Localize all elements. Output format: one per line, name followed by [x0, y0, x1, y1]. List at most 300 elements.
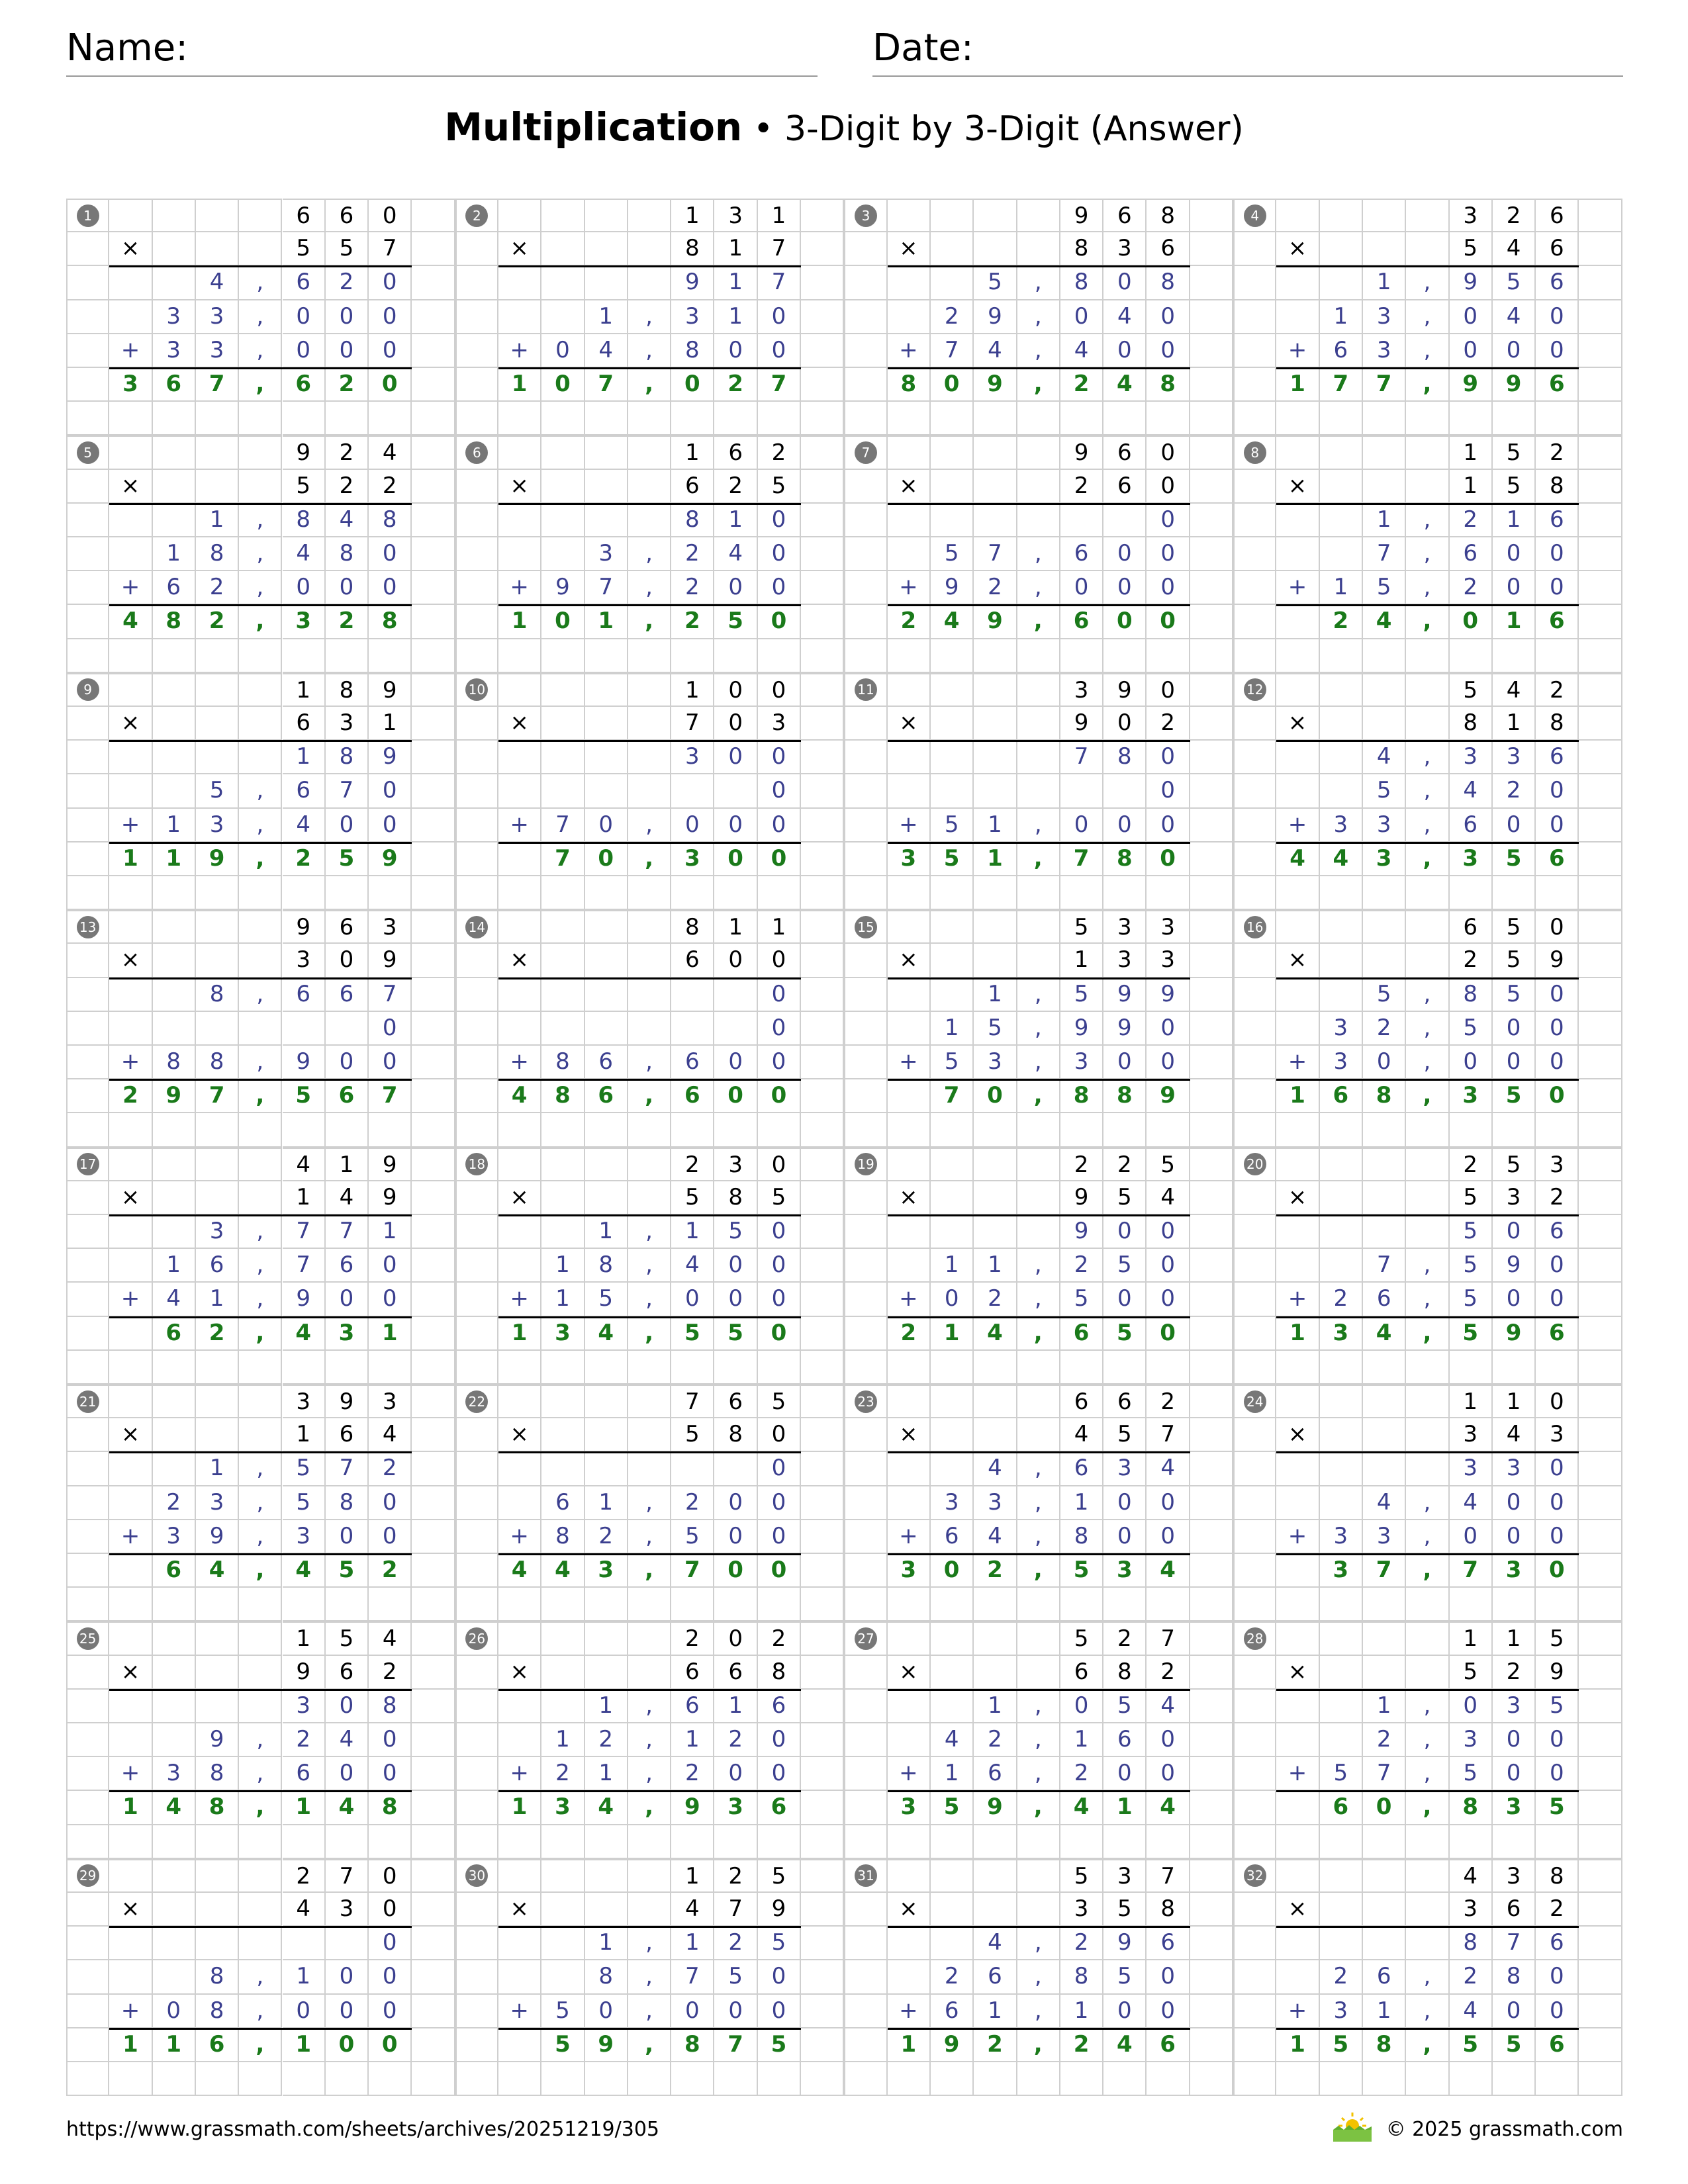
grid-cell: [239, 1351, 282, 1385]
partial-2-digit: 0: [758, 1249, 801, 1283]
multiplier-digit: 9: [1060, 707, 1103, 741]
answer-digit: 7: [1363, 368, 1406, 402]
grid-cell: [628, 1656, 671, 1690]
multiplier-digit: 6: [1536, 232, 1579, 266]
grid-cell: [109, 266, 152, 300]
grid-cell: [1190, 435, 1233, 469]
partial-3-digit: 0: [1147, 1520, 1190, 1554]
partial-2-digit: 0: [283, 300, 326, 334]
grid-cell: [239, 639, 282, 673]
multiplier-digit: 6: [326, 1656, 369, 1690]
times-sign: ×: [498, 1181, 541, 1215]
problem-1: [66, 199, 455, 435]
multiplier-digit: 4: [671, 1893, 714, 1927]
plus-sign: +: [1276, 1283, 1319, 1316]
problem-number-badge: 17: [77, 1153, 99, 1175]
partial-2-digit: ,: [1017, 537, 1060, 571]
grid-cell: [66, 504, 109, 537]
grid-cell: [66, 2028, 109, 2062]
grid-cell: [888, 1351, 931, 1385]
partial-3-digit: 8: [153, 1046, 196, 1079]
partial-1-digit: 1: [1363, 1690, 1406, 1723]
partial-1-digit: 6: [283, 266, 326, 300]
answer-digit: 1: [369, 1317, 412, 1351]
partial-2-digit: 6: [1060, 537, 1103, 571]
multiplicand-digit: 9: [1060, 435, 1103, 469]
partial-3-digit: 0: [1147, 1757, 1190, 1791]
answer-digit: 3: [1493, 1791, 1536, 1825]
multiplier-digit: 7: [758, 232, 801, 266]
partial-2-digit: 2: [1363, 1723, 1406, 1757]
grid-cell: [1147, 1113, 1190, 1147]
problem-number-badge: 19: [855, 1153, 877, 1175]
answer-digit: ,: [1406, 1554, 1449, 1588]
multiplicand-digit: 9: [369, 1148, 412, 1181]
problem-number-badge: 27: [855, 1627, 877, 1650]
grid-cell: [455, 1723, 498, 1757]
grid-cell: [844, 978, 887, 1012]
multiplier-digit: 2: [1147, 1656, 1190, 1690]
grid-cell: [1536, 1588, 1579, 1621]
partial-3-digit: 0: [1536, 1757, 1579, 1791]
grid-cell: [239, 1656, 282, 1690]
multiplicand-digit: 3: [369, 1385, 412, 1418]
grid-cell: [1147, 876, 1190, 910]
grid-cell: [844, 605, 887, 639]
times-sign: ×: [1276, 1656, 1319, 1690]
multiplier-digit: 5: [1103, 1893, 1147, 1927]
problem-15: [844, 910, 1233, 1147]
grid-cell: [1190, 1588, 1233, 1621]
partial-1-digit: 0: [1060, 1690, 1103, 1723]
grid-cell: [585, 266, 628, 300]
problem-17: [66, 1148, 455, 1385]
partial-2-digit: 1: [541, 1249, 585, 1283]
partial-3-digit: 0: [1536, 1046, 1579, 1079]
grid-cell: [239, 470, 282, 504]
partial-1-digit: 6: [1536, 1215, 1579, 1249]
grid-cell: [844, 571, 887, 605]
answer-digit: 3: [1363, 842, 1406, 876]
partial-2-digit: 2: [283, 1723, 326, 1757]
partial-3-digit: 6: [671, 1046, 714, 1079]
grid-cell: [974, 639, 1017, 673]
answer-digit: 1: [283, 2028, 326, 2062]
answer-digit: 4: [1147, 1554, 1190, 1588]
problem-number-badge: 7: [855, 441, 877, 464]
partial-2-digit: 9: [974, 300, 1017, 334]
partial-2-digit: 0: [369, 1723, 412, 1757]
grid-cell: [1276, 1385, 1319, 1418]
grid-cell: [1276, 1215, 1319, 1249]
grid-cell: [66, 1079, 109, 1113]
grid-cell: [931, 1825, 974, 1859]
partial-3-digit: 0: [283, 334, 326, 368]
grid-cell: [196, 232, 239, 266]
problem-number-badge: 5: [77, 441, 99, 464]
multiplicand-digit: 6: [1103, 435, 1147, 469]
grid-cell: [1493, 1825, 1536, 1859]
grid-cell: [1320, 537, 1363, 571]
grid-cell: [455, 2028, 498, 2062]
answer-digit: 8: [369, 605, 412, 639]
partial-3-digit: 0: [369, 1757, 412, 1791]
answer-digit: 6: [1536, 1317, 1579, 1351]
answer-digit: 3: [714, 1791, 757, 1825]
partial-3-digit: 0: [1060, 571, 1103, 605]
problem-10: [455, 673, 845, 910]
partial-3-digit: 3: [1060, 1046, 1103, 1079]
grid-cell: [109, 199, 152, 232]
grid-cell: [541, 1656, 585, 1690]
multiplicand-digit: 6: [714, 435, 757, 469]
partial-3-digit: 0: [758, 1757, 801, 1791]
partial-2-digit: 4: [714, 537, 757, 571]
grid-cell: [585, 1656, 628, 1690]
grid-cell: [498, 1012, 541, 1046]
grid-cell: [153, 2062, 196, 2096]
grid-cell: [1017, 673, 1060, 707]
answer-digit: 0: [1147, 1317, 1190, 1351]
grid-cell: [844, 1554, 887, 1588]
times-sign: ×: [1276, 1181, 1319, 1215]
grid-cell: [1450, 639, 1493, 673]
grid-cell: [66, 1791, 109, 1825]
partial-3-digit: ,: [1406, 1757, 1449, 1791]
answer-digit: 1: [109, 2028, 152, 2062]
grid-cell: [498, 1148, 541, 1181]
grid-cell: [1579, 1486, 1622, 1520]
name-label: Name:: [66, 26, 189, 69]
sum-rule: [888, 1926, 1190, 1928]
grid-cell: [239, 1621, 282, 1655]
plus-sign: +: [498, 1520, 541, 1554]
grid-cell: [66, 1181, 109, 1215]
grid-cell: [585, 1452, 628, 1486]
partial-1-digit: 1: [714, 266, 757, 300]
grid-cell: [153, 1859, 196, 1893]
plus-sign: +: [1276, 1995, 1319, 2028]
sum-rule: [1276, 842, 1579, 844]
answer-digit: 1: [1276, 2028, 1319, 2062]
grid-cell: [931, 944, 974, 978]
partial-3-digit: 5: [1363, 571, 1406, 605]
plus-sign: +: [109, 1995, 152, 2028]
grid-cell: [801, 1554, 844, 1588]
grid-cell: [412, 1148, 455, 1181]
partial-3-digit: 1: [153, 809, 196, 842]
partial-1-digit: 3: [1450, 1452, 1493, 1486]
grid-cell: [1190, 368, 1233, 402]
multiplier-digit: 4: [283, 1893, 326, 1927]
answer-digit: 6: [153, 368, 196, 402]
partial-3-digit: 0: [1450, 1046, 1493, 1079]
partial-3-digit: 0: [758, 1995, 801, 2028]
footer-url: https://www.grassmath.com/sheets/archives/20251219/305: [66, 2118, 660, 2141]
partial-3-digit: 7: [1363, 1757, 1406, 1791]
partial-1-digit: 0: [326, 1690, 369, 1723]
partial-3-digit: 8: [1060, 1520, 1103, 1554]
grid-cell: [1276, 1825, 1319, 1859]
grid-cell: [801, 1960, 844, 1994]
grid-cell: [1233, 605, 1276, 639]
partial-3-digit: ,: [239, 809, 282, 842]
grid-cell: [1450, 1351, 1493, 1385]
grid-cell: [109, 1385, 152, 1418]
grid-cell: [1017, 944, 1060, 978]
grid-cell: [931, 1927, 974, 1960]
grid-cell: [801, 774, 844, 808]
multiplier-digit: 1: [1450, 470, 1493, 504]
grid-cell: [66, 1995, 109, 2028]
partial-2-digit: 1: [585, 1486, 628, 1520]
multiplier-digit: 1: [283, 1181, 326, 1215]
multiplier-digit: 6: [326, 1418, 369, 1452]
multiplier-digit: 2: [714, 470, 757, 504]
grid-cell: [455, 978, 498, 1012]
answer-digit: 8: [1363, 2028, 1406, 2062]
grid-cell: [1363, 1215, 1406, 1249]
grid-cell: [1406, 1351, 1449, 1385]
grid-cell: [1233, 978, 1276, 1012]
partial-3-digit: ,: [1017, 571, 1060, 605]
grid-cell: [628, 1148, 671, 1181]
partial-1-digit: 1: [714, 1690, 757, 1723]
multiplicand-digit: 3: [283, 1385, 326, 1418]
partial-3-digit: 0: [1493, 1283, 1536, 1316]
grid-cell: [455, 605, 498, 639]
grid-cell: [283, 876, 326, 910]
grid-cell: [671, 402, 714, 435]
multiplier-digit: 0: [1103, 707, 1147, 741]
partial-3-digit: 0: [714, 334, 757, 368]
grid-cell: [498, 1486, 541, 1520]
grid-cell: [1017, 639, 1060, 673]
grid-cell: [1017, 435, 1060, 469]
grid-cell: [758, 1113, 801, 1147]
grid-cell: [585, 910, 628, 944]
partial-1-digit: ,: [1406, 504, 1449, 537]
grid-cell: [1363, 1148, 1406, 1181]
name-field[interactable]: [66, 20, 818, 77]
times-sign: ×: [1276, 232, 1319, 266]
grid-cell: [1320, 1825, 1363, 1859]
grid-cell: [585, 1385, 628, 1418]
grid-cell: [801, 1385, 844, 1418]
grid-cell: [844, 1283, 887, 1316]
answer-digit: 4: [974, 1317, 1017, 1351]
partial-3-digit: ,: [239, 1046, 282, 1079]
grid-cell: [585, 402, 628, 435]
partial-3-digit: 0: [1493, 571, 1536, 605]
grid-cell: [1276, 2062, 1319, 2096]
grid-cell: [1579, 605, 1622, 639]
sum-rule: [888, 1451, 1190, 1453]
grid-cell: [1406, 1113, 1449, 1147]
grid-cell: [412, 537, 455, 571]
grid-cell: [412, 1317, 455, 1351]
answer-digit: 0: [1363, 1791, 1406, 1825]
grid-cell: [1493, 876, 1536, 910]
times-sign: ×: [498, 232, 541, 266]
partial-3-digit: 4: [1450, 1995, 1493, 2028]
grid-cell: [283, 402, 326, 435]
partial-2-digit: 0: [369, 300, 412, 334]
grid-cell: [628, 673, 671, 707]
grid-cell: [109, 1690, 152, 1723]
grid-cell: [974, 944, 1017, 978]
grid-cell: [585, 978, 628, 1012]
answer-digit: 1: [498, 368, 541, 402]
grid-cell: [369, 1825, 412, 1859]
grid-cell: [585, 1893, 628, 1927]
grid-cell: [1363, 673, 1406, 707]
grid-cell: [412, 504, 455, 537]
grid-cell: [1190, 334, 1233, 368]
sum-rule: [1276, 740, 1579, 742]
grid-cell: [671, 1588, 714, 1621]
grid-cell: [1233, 1452, 1276, 1486]
multiplier-digit: 9: [1060, 1181, 1103, 1215]
sum-rule: [109, 978, 412, 979]
grid-cell: [1320, 1588, 1363, 1621]
grid-cell: [455, 504, 498, 537]
partial-3-digit: ,: [1017, 1520, 1060, 1554]
grid-cell: [455, 639, 498, 673]
multiplier-digit: 2: [1147, 707, 1190, 741]
grid-cell: [1579, 741, 1622, 774]
partial-2-digit: 2: [1450, 1960, 1493, 1994]
grid-cell: [1320, 1452, 1363, 1486]
answer-digit: 5: [1450, 1317, 1493, 1351]
partial-3-digit: 2: [1320, 1283, 1363, 1316]
problem-30: [455, 1859, 845, 2096]
grid-cell: [455, 1181, 498, 1215]
grid-cell: [326, 1825, 369, 1859]
answer-digit: ,: [239, 1317, 282, 1351]
sum-rule: [1276, 1926, 1579, 1928]
grid-cell: [1579, 1012, 1622, 1046]
grid-cell: [239, 1418, 282, 1452]
grid-cell: [931, 470, 974, 504]
grid-cell: [153, 741, 196, 774]
answer-digit: ,: [628, 1554, 671, 1588]
grid-cell: [1276, 1791, 1319, 1825]
plus-sign: +: [1276, 1520, 1319, 1554]
answer-digit: 1: [1276, 368, 1319, 402]
grid-cell: [974, 774, 1017, 808]
multiplicand-digit: 3: [714, 199, 757, 232]
multiplier-digit: 0: [714, 944, 757, 978]
answer-digit: 0: [1450, 605, 1493, 639]
grid-cell: [628, 1351, 671, 1385]
partial-3-digit: 0: [585, 809, 628, 842]
answer-digit: ,: [628, 1317, 671, 1351]
grid-cell: [1276, 1452, 1319, 1486]
partial-2-digit: 5: [1450, 1249, 1493, 1283]
partial-2-digit: 1: [541, 1723, 585, 1757]
grid-cell: [931, 707, 974, 741]
partial-2-digit: 2: [1060, 1249, 1103, 1283]
partial-2-digit: 1: [714, 300, 757, 334]
grid-cell: [1233, 639, 1276, 673]
grid-cell: [1276, 673, 1319, 707]
partial-2-digit: 2: [931, 1960, 974, 1994]
grid-cell: [888, 1079, 931, 1113]
grid-cell: [585, 504, 628, 537]
answer-digit: 3: [1450, 842, 1493, 876]
grid-cell: [66, 1317, 109, 1351]
grid-cell: [801, 1621, 844, 1655]
grid-cell: [1017, 741, 1060, 774]
grid-cell: [1190, 1385, 1233, 1418]
multiplicand-digit: 6: [326, 199, 369, 232]
grid-cell: [1060, 1351, 1103, 1385]
grid-cell: [66, 1520, 109, 1554]
grid-cell: [714, 1588, 757, 1621]
grid-cell: [585, 639, 628, 673]
multiplier-digit: 9: [369, 1181, 412, 1215]
grid-cell: [1406, 232, 1449, 266]
grid-cell: [153, 1012, 196, 1046]
times-sign: ×: [498, 470, 541, 504]
sum-rule: [498, 740, 801, 742]
grid-cell: [1190, 1283, 1233, 1316]
sum-rule: [888, 2028, 1190, 2030]
grid-cell: [1017, 1588, 1060, 1621]
partial-2-digit: 5: [1450, 1012, 1493, 1046]
answer-digit: 1: [109, 1791, 152, 1825]
grid-cell: [109, 1825, 152, 1859]
times-sign: ×: [1276, 1418, 1319, 1452]
grid-cell: [974, 1418, 1017, 1452]
partial-2-digit: 6: [541, 1486, 585, 1520]
grid-cell: [801, 2062, 844, 2096]
multiplier-digit: 5: [1493, 944, 1536, 978]
grid-cell: [1233, 232, 1276, 266]
answer-digit: 0: [1147, 842, 1190, 876]
grid-cell: [1406, 1148, 1449, 1181]
answer-digit: 0: [671, 368, 714, 402]
grid-cell: [455, 232, 498, 266]
grid-cell: [1579, 1995, 1622, 2028]
grid-cell: [455, 266, 498, 300]
grid-cell: [844, 1012, 887, 1046]
partial-3-digit: 8: [196, 1046, 239, 1079]
answer-digit: 6: [1320, 1791, 1363, 1825]
grid-cell: [196, 910, 239, 944]
grid-cell: [412, 1418, 455, 1452]
answer-digit: 5: [541, 2028, 585, 2062]
answer-digit: 0: [758, 1554, 801, 1588]
grid-cell: [1276, 504, 1319, 537]
date-field[interactable]: [872, 20, 1623, 77]
partial-1-digit: 0: [1103, 266, 1147, 300]
multiplier-digit: 0: [1147, 470, 1190, 504]
multiplier-digit: 3: [758, 707, 801, 741]
multiplier-digit: 5: [671, 1181, 714, 1215]
grid-cell: [1233, 1283, 1276, 1316]
grid-cell: [1060, 639, 1103, 673]
sum-rule: [888, 604, 1190, 606]
grid-cell: [974, 1859, 1017, 1893]
grid-cell: [412, 1893, 455, 1927]
partial-2-digit: 0: [758, 774, 801, 808]
grid-cell: [1406, 1588, 1449, 1621]
partial-1-digit: 5: [1450, 1215, 1493, 1249]
grid-cell: [758, 2062, 801, 2096]
partial-2-digit: 0: [1536, 774, 1579, 808]
